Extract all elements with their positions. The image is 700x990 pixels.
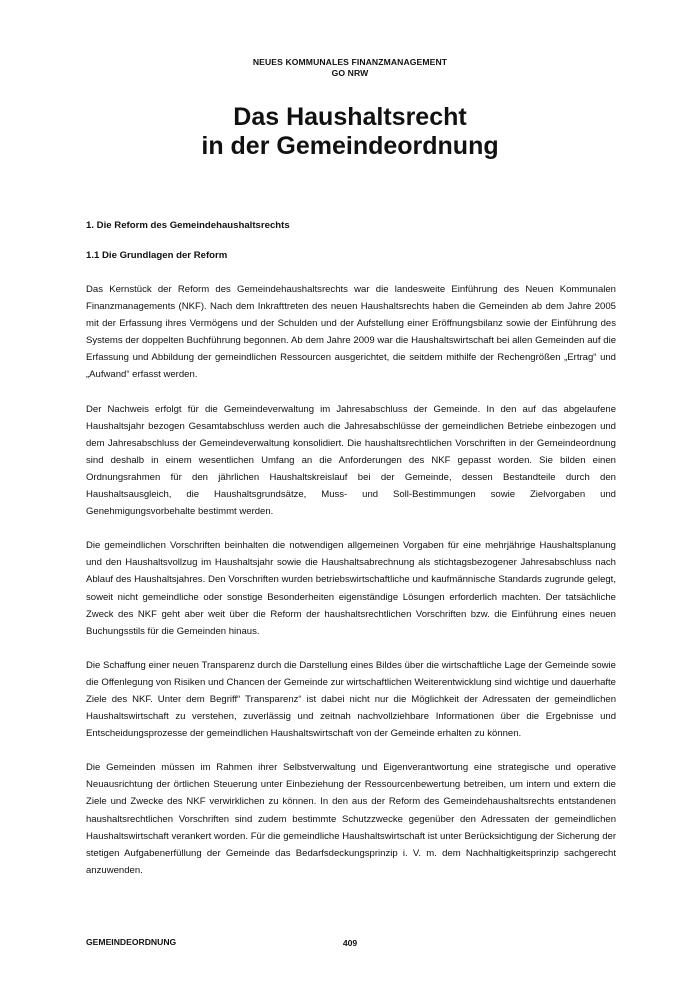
paragraph-4: Die Schaffung einer neuen Transparenz durch die Darstellung eines Bildes über die wirtschaftliche Lage der Gemeinde sowie die Offenlegung von Risiken und Chancen der Gemeinde zur wirtschaftlichen Weiterentwicklung sind wichtige und dauerhafte Ziele des NKF. Unter dem Begriff“ Transparenz“ ist dabei nicht nur die Möglichkeit der Adressaten der gemeindlichen Haushaltswirtschaft zu verstehen, zuverlässig und zeitnah nachvollziehbare Informationen über die Ergebnisse und Entscheidungsprozesse der gemeindlichen Haushaltswirtschaft von der Gemeinde erhalten zu können. <box>86 659 616 740</box>
main-content <box>86 220 616 896</box>
subsection-heading: 1.1 Die Grundlagen der Reform <box>86 250 228 261</box>
paragraph-3: Die gemeindlichen Vorschriften beinhalten die notwendigen allgemeinen Vorgaben für eine mehrjährige Haushaltsplanung und den Haushaltsvollzug im Haushaltsjahr sowie die Haushaltsabrechnung als stichtagsbezogener Jahresabschluss nach Ablauf des Haushaltsjahres. Den Vorschriften wurden betriebswirtschaftliche und kaufmännische Standards zugrunde gelegt, soweit nicht gemeindliche oder sonstige Besonderheiten eigenständige Lösungen erforderlich machten. Der tatsächliche Zweck des NKF geht aber weit über die Reform der haushaltsrechtlichen Vorschriften bzw. die Einführung eines neuen Buchungsstils für die Gemeinden hinaus. <box>86 540 616 637</box>
paragraph-2: Der Nachweis erfolgt für die Gemeindeverwaltung im Jahresabschluss der Gemeinde. In den auf das abgelaufene Haushaltsjahr bezogen Gesamtabschluss werden auch die Jahresabschlüsse der gemeindlichen Betriebe einbezogen und dem Jahresabschluss der Gemeindeverwaltung konsolidiert. Die haushaltsrechtlichen Vorschriften in der Gemeindeordnung sind deshalb in einem wesentlichen Umfang an die Anforderungen des NKF gepasst worden. Sie bilden einen Ordnungsrahmen für den jährlichen Haushaltskreislauf bei der Gemeinde, dessen Bestandteile durch den Haushaltsausgleich, die Haushaltsgrundsätze, Muss- und Soll-Bestimmungen sowie Zielvorgaben und Genehmigungsvorbehalte bestimmt werden. <box>86 403 616 518</box>
page-number: 409 <box>342 938 358 948</box>
header-line-1: NEUES KOMMUNALES FINANZMANAGEMENT <box>252 57 448 67</box>
title-line-2: in der Gemeindeordnung <box>201 132 499 160</box>
paragraph-5: Die Gemeinden müssen im Rahmen ihrer Selbstverwaltung und Eigenverantwortung eine strategische und operative Neuausrichtung der örtlichen Steuerung unter Einbeziehung der Ressourcenbewertung betreiben, um intern und extern die Ziele und Zwecke des NKF verwirklichen zu können. In den aus der Reform des Gemeindehaushaltsrechts entstandenen haushaltsrechtlichen Vorschriften sind zudem bestimmte Schutzzwecke gegenüber den Adressaten der gemeindlichen Haushaltswirtschaft verankert worden. Für die gemeindliche Haushaltswirtschaft ist unter Berücksichtigung der Sicherung der stetigen Aufgabenerfüllung der Gemeinde das Bedarfsdeckungsprinzip i. V. m. dem Nachhaltigkeitsprinzip sachgerecht anzuwenden. <box>86 762 616 876</box>
running-header <box>0 57 700 79</box>
section-heading: 1. Die Reform des Gemeindehaushaltsrechts <box>86 220 290 231</box>
paragraph-1: Das Kernstück der Reform des Gemeindehaushaltsrechts war die landesweite Einführung des Neuen Kommunalen Finanzmanagements (NKF). Nach dem Inkrafttreten des neuen Haushaltsrechts haben die Gemeinden ab dem Jahre 2005 mit der Erfassung ihres Vermögens und der Schulden und der Aufstellung einer Eröffnungsbilanz sowie der Einführung des Systems der doppelten Buchführung begonnen. Ab dem Jahre 2009 war die Haushaltswirtschaft bei allen Gemeinden auf die Erfassung und Abbildung der gemeindlichen Ressourcen ausgerichtet, die seitdem mithilfe der Rechengrößen „Ertrag“ und „Aufwand“ erfasst werden. <box>86 284 616 381</box>
title-line-1: Das Haushaltsrecht <box>233 103 467 131</box>
running-footer-label: GEMEINDEORDNUNG <box>86 937 177 947</box>
page-title <box>0 103 700 161</box>
header-line-2: GO NRW <box>331 68 369 78</box>
